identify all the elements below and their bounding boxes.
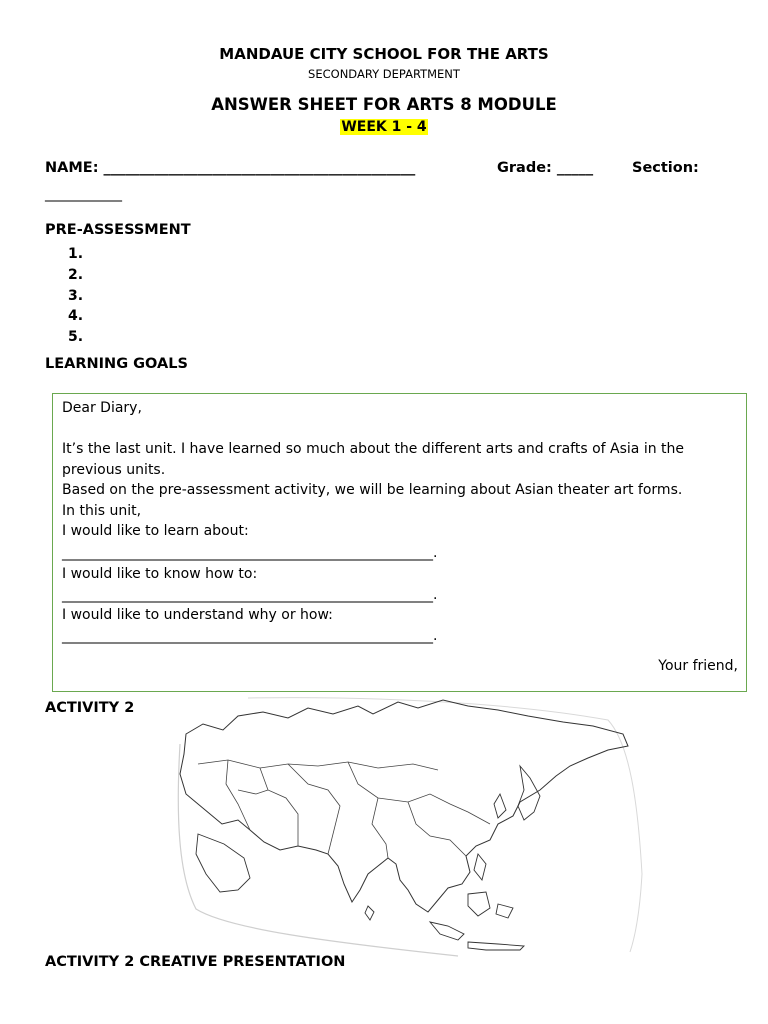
school-name: MANDAUE CITY SCHOOL FOR THE ARTS (219, 45, 549, 63)
list-item: 4. (68, 308, 84, 325)
diary-line: Based on the pre-assessment activity, we will be learning about Asian theater art forms. (62, 482, 683, 498)
activity-2-creative-heading: ACTIVITY 2 CREATIVE PRESENTATION (45, 954, 346, 970)
diary-line: It’s the last unit. I have learned so much about the different arts and crafts of Asia in the (62, 441, 685, 457)
asia-outline-map (168, 694, 644, 958)
section-field: Section: (632, 160, 699, 176)
week-highlight: WEEK 1 - 4 (341, 119, 427, 135)
diary-line: In this unit, (62, 502, 142, 519)
diary-greeting: Dear Diary, (62, 400, 142, 416)
grade-field: Grade: _____ (497, 160, 594, 176)
name-field: NAME: ___________________________________________ (45, 160, 416, 176)
know-how-blank: _____________________________________________________. (62, 587, 438, 603)
learning-goals-heading: LEARNING GOALS (45, 356, 188, 372)
section-blank-line: ___________ (45, 186, 122, 202)
diary-closing: Your friend, (658, 658, 738, 674)
list-item: 2. (68, 266, 84, 283)
list-item: 5. (68, 329, 84, 346)
list-item: 3. (68, 287, 84, 304)
diary-box (52, 393, 747, 692)
diary-line: previous units. (62, 461, 166, 478)
know-how-prompt: I would like to know how to: (62, 566, 258, 582)
week-label (0, 119, 768, 135)
learn-about-blank: _____________________________________________________. (62, 545, 438, 561)
page-title: ANSWER SHEET FOR ARTS 8 MODULE (211, 95, 557, 114)
list-item: 1. (68, 246, 84, 262)
department-name: SECONDARY DEPARTMENT (308, 67, 460, 81)
pre-assessment-heading: PRE-ASSESSMENT (45, 222, 191, 238)
learn-about-prompt: I would like to learn about: (62, 523, 249, 539)
pre-assessment-list (68, 244, 83, 348)
understand-blank: _____________________________________________________. (62, 628, 438, 644)
activity-2-heading: ACTIVITY 2 (45, 700, 135, 716)
understand-prompt: I would like to understand why or how: (62, 607, 333, 623)
